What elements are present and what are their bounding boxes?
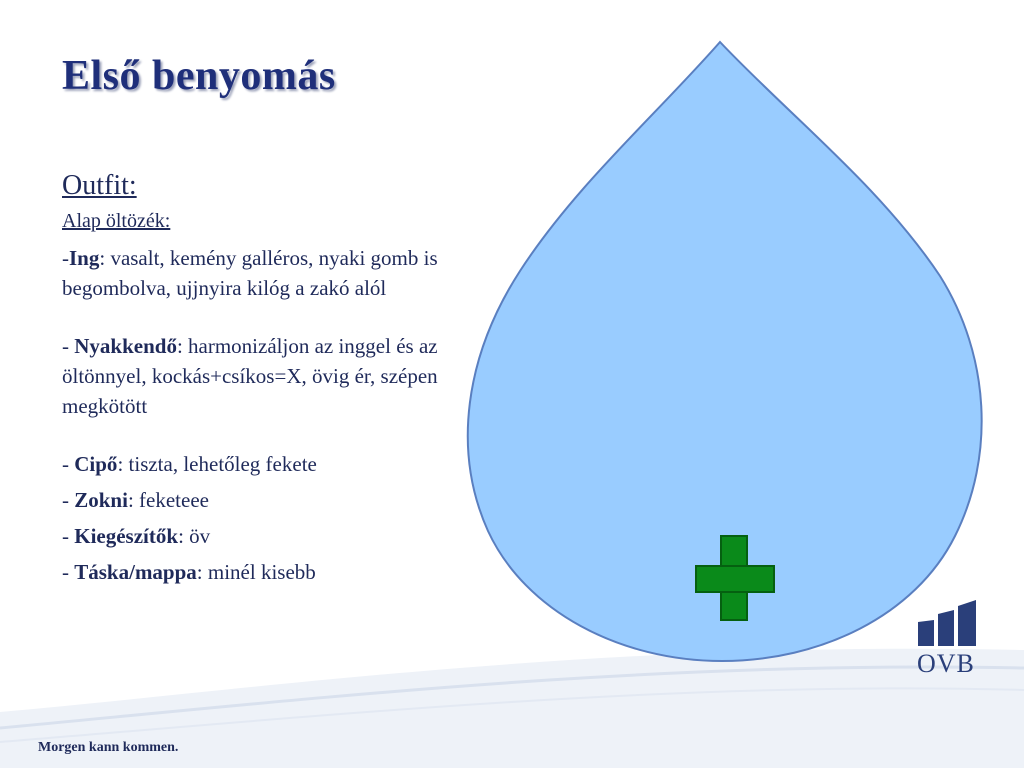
list-item-taska	[62, 557, 452, 587]
item-prefix: -	[62, 524, 75, 548]
item-term: Zokni	[74, 488, 128, 512]
item-text: : harmonizáljon az inggel és az öltönnyel, kockás+csíkos=X, övig ér, szépen megkötött	[62, 334, 438, 418]
item-prefix: -	[62, 560, 75, 584]
footer-slogan: Morgen kann kommen.	[38, 740, 179, 755]
item-term: Táska/mappa	[74, 560, 197, 584]
item-term: Nyakkendő	[74, 334, 177, 358]
item-term: Ing	[69, 246, 100, 270]
item-prefix: -	[62, 246, 69, 270]
outfit-subheading: Alap öltözék:	[62, 210, 171, 232]
water-drop-icon	[460, 36, 1000, 666]
slide-title: Első benyomás	[62, 53, 336, 99]
outfit-heading: Outfit:	[62, 170, 137, 201]
list-item-zokni	[62, 485, 452, 515]
list-item-nyakkendo	[62, 331, 452, 421]
item-text: : tiszta, lehetőleg fekete	[117, 452, 317, 476]
item-term: Kiegészítők	[74, 524, 179, 548]
item-term: Cipő	[74, 452, 118, 476]
item-text: : öv	[178, 524, 211, 548]
item-prefix: -	[62, 488, 75, 512]
content-area	[62, 170, 452, 593]
logo-text: OVB	[917, 649, 975, 678]
item-text: : vasalt, kemény galléros, nyaki gomb is begombolva, ujjnyira kilóg a zakó alól	[62, 246, 438, 300]
list-item-cipo	[62, 449, 452, 479]
item-prefix: -	[62, 334, 75, 358]
item-text: : feketeee	[127, 488, 209, 512]
list-item-ing	[62, 243, 452, 303]
item-prefix: -	[62, 452, 75, 476]
ovb-logo	[914, 598, 984, 683]
bar-chart-logo-icon	[914, 598, 984, 678]
item-text: : minél kisebb	[196, 560, 316, 584]
list-item-kiegeszitok	[62, 521, 452, 551]
